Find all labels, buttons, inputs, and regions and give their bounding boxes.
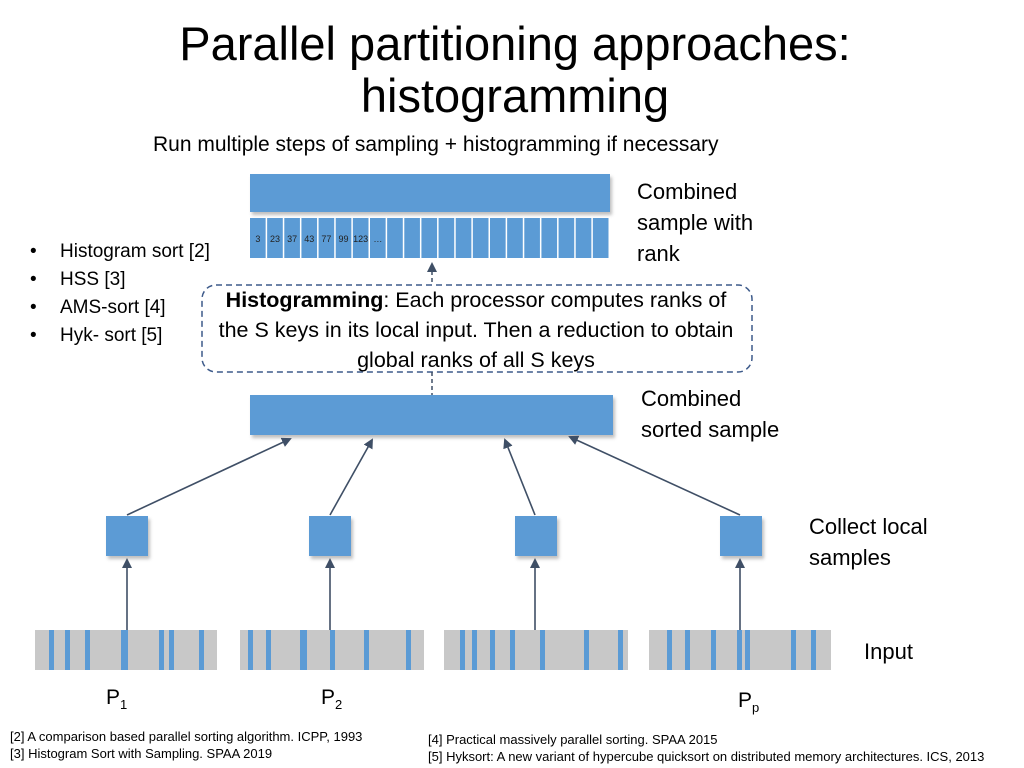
processor-base: P <box>321 686 336 709</box>
title-line-2: histogramming <box>360 69 670 122</box>
rank-cell-value: 3 <box>255 234 261 244</box>
rank-cell <box>456 218 472 258</box>
label-line: Collect local <box>809 514 928 539</box>
rank-cell <box>524 218 540 258</box>
reference-2: [2] A comparison based parallel sorting algorithm. ICPP, 1993 <box>10 729 363 744</box>
processor-base: P <box>738 689 753 712</box>
rank-cell <box>439 218 455 258</box>
label-collect-local-samples <box>809 511 928 573</box>
rank-cell-value: 77 <box>321 234 332 244</box>
list-item: • HSS [3] <box>28 266 210 294</box>
rank-cell-value: 37 <box>287 234 298 244</box>
arrow-sample4 <box>570 437 740 515</box>
references-left <box>10 728 405 762</box>
histogramming-term: Histogramming <box>225 288 384 312</box>
rank-cell <box>576 218 592 258</box>
input-sample-stripe <box>460 630 465 670</box>
rank-cell <box>404 218 420 258</box>
input-sample-stripe <box>300 630 307 670</box>
label-line: samples <box>809 545 891 570</box>
rank-cell <box>473 218 489 258</box>
processor-sub: 2 <box>335 697 343 713</box>
algorithm-list <box>28 238 210 350</box>
label-line: Combined <box>637 179 738 204</box>
input-sample-stripe <box>199 630 204 670</box>
processor-label-1 <box>106 686 127 712</box>
rank-cell-value: … <box>373 234 383 244</box>
histogramming-description <box>212 285 740 375</box>
rank-cell <box>559 218 575 258</box>
local-sample-box <box>309 516 351 556</box>
label-combined-sample-with-rank <box>637 176 753 269</box>
rank-cell <box>421 218 437 258</box>
combined-rank-bar <box>250 174 610 212</box>
processor-label-2 <box>321 686 342 712</box>
rank-cells-row <box>250 218 609 258</box>
input-bars <box>35 630 831 670</box>
label-line: sample with <box>637 210 754 235</box>
page-title <box>0 18 1024 122</box>
input-sample-stripe <box>685 630 690 670</box>
label-line: sorted sample <box>641 417 780 442</box>
subtitle: Run multiple steps of sampling + histogramming if necessary <box>153 133 719 156</box>
rank-cell <box>593 218 609 258</box>
input-sample-stripe <box>472 630 477 670</box>
input-sample-stripe <box>711 630 716 670</box>
input-sample-stripe <box>540 630 545 670</box>
input-bar <box>444 630 628 670</box>
arrow-sample1 <box>127 439 290 515</box>
references-right <box>428 731 1024 765</box>
label-combined-sorted-sample <box>641 383 779 445</box>
input-sample-stripe <box>791 630 796 670</box>
processor-sub: p <box>752 700 760 716</box>
reference-5: [5] Hyksort: A new variant of hypercube quicksort on distributed memory architectures. ICS, 2013 <box>428 749 985 764</box>
input-sample-stripe <box>364 630 369 670</box>
input-sample-stripe <box>406 630 411 670</box>
input-sample-stripe <box>667 630 672 670</box>
label-line: rank <box>637 241 680 266</box>
title-line-1: Parallel partitioning approaches: <box>179 17 851 70</box>
input-sample-stripe <box>49 630 54 670</box>
input-sample-stripe <box>266 630 271 670</box>
histogramming-text: : Each processor computes ranks of the S keys in its local input. Then a reduction to obtain global ranks of all S keys <box>218 288 734 372</box>
reference-4: [4] Practical massively parallel sorting. SPAA 2015 <box>428 732 718 747</box>
input-sample-stripe <box>85 630 90 670</box>
input-sample-stripe <box>737 630 742 670</box>
input-sample-stripe <box>811 630 816 670</box>
input-sample-stripe <box>510 630 515 670</box>
processor-label-p <box>738 689 759 715</box>
rank-cell <box>541 218 557 258</box>
label-line: Combined <box>641 386 742 411</box>
arrow-sample3 <box>505 440 535 515</box>
list-item: • Hyk- sort [5] <box>28 322 210 350</box>
rank-cell-value: 123 <box>353 234 369 244</box>
combined-sorted-bar <box>250 395 613 435</box>
input-sample-stripe <box>65 630 70 670</box>
list-item: • AMS-sort [4] <box>28 294 210 322</box>
input-sample-stripe <box>490 630 495 670</box>
arrow-sample2 <box>330 440 372 515</box>
rank-cell-value: 43 <box>304 234 315 244</box>
input-sample-stripe <box>159 630 164 670</box>
local-sample-box <box>515 516 557 556</box>
input-sample-stripe <box>330 630 335 670</box>
local-sample-box <box>720 516 762 556</box>
input-sample-stripe <box>121 630 128 670</box>
rank-cell <box>490 218 506 258</box>
input-sample-stripe <box>745 630 750 670</box>
processor-sub: 1 <box>120 697 128 713</box>
rank-cell-value: 23 <box>269 234 280 244</box>
rank-cell <box>387 218 403 258</box>
processor-base: P <box>106 686 121 709</box>
rank-cell <box>507 218 523 258</box>
reference-3: [3] Histogram Sort with Sampling. SPAA 2019 <box>10 746 273 761</box>
input-sample-stripe <box>618 630 623 670</box>
input-sample-stripe <box>584 630 589 670</box>
list-item: • Histogram sort [2] <box>28 238 210 266</box>
rank-cell-value: 99 <box>338 234 349 244</box>
input-sample-stripe <box>248 630 253 670</box>
input-sample-stripe <box>169 630 174 670</box>
label-input: Input <box>864 639 913 664</box>
local-sample-box <box>106 516 148 556</box>
